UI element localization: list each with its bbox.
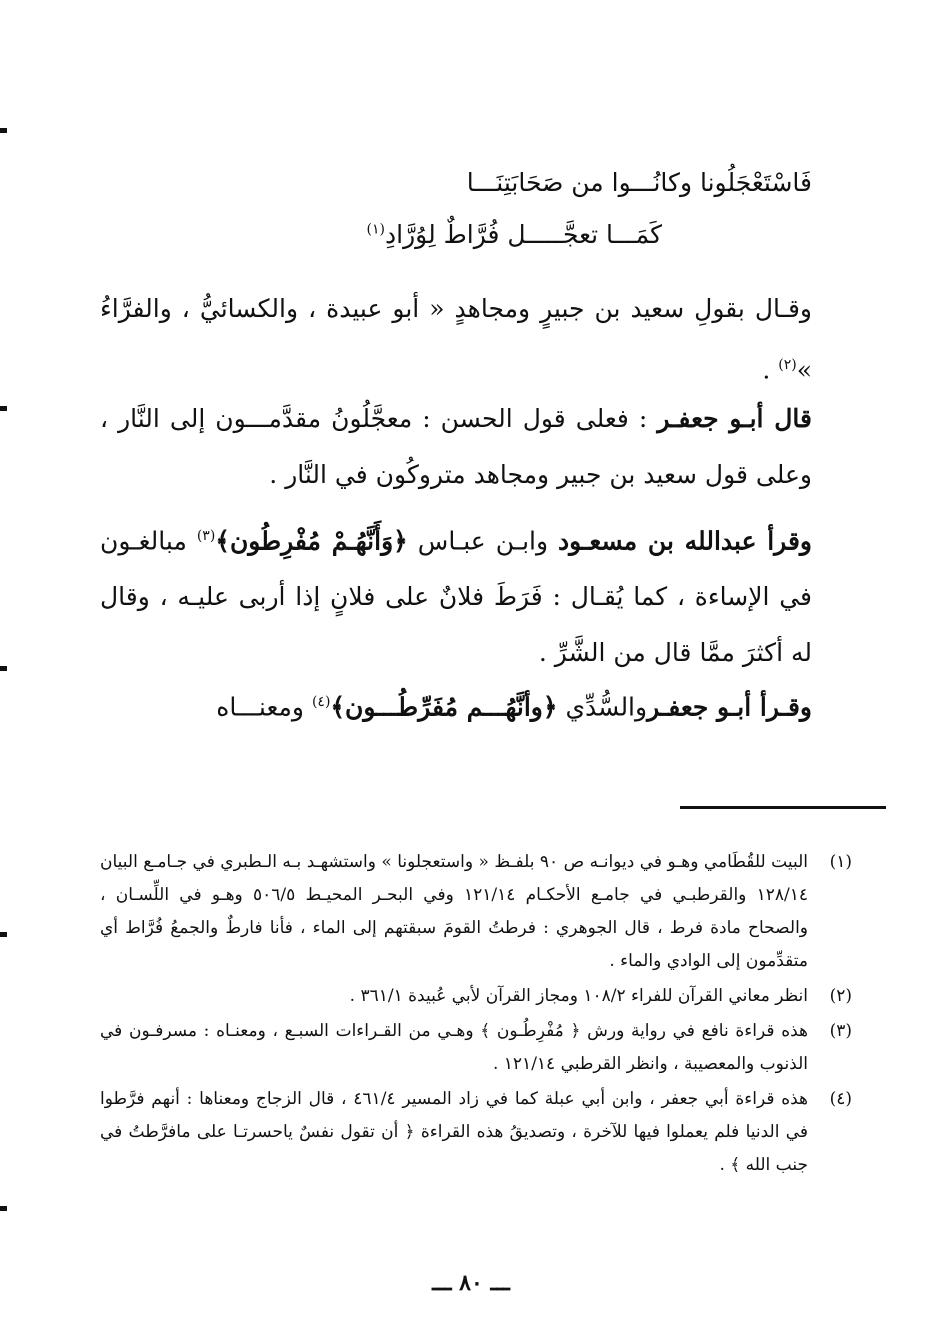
- footnotes: [100, 846, 852, 1184]
- footnote-text: هذه قراءة أبي جعفر ، وابن أبي عبلة كما في زاد المسير ٤٦١/٤ ، قال الزجاج ومعناها : أنهم فرَّطوا في الدنيا فلم يعملوا فيها للآخرة ، وتصديقُ هذه القراءة ﴿ أن تقول نفسٌ ياحسرتـا على مافرَّطتُ في جنب الله ﴾ .: [100, 1089, 809, 1175]
- quran-quote: ﴿وأنَّهُـــم مُفَرِّطُـــون﴾: [330, 692, 558, 722]
- edge-mark: [0, 1206, 7, 1211]
- paragraph-text: وقـال بقولِ سعيد بن جبيرٍ ومجاهدٍ « أبو عبيدة ، والكسائيُّ ، والفرَّاءُ »: [100, 294, 812, 385]
- paragraph-text: وابـن عبـاس: [407, 526, 559, 556]
- poem-line-2: [367, 220, 662, 249]
- paragraph-text: ومعنـــاه: [216, 692, 312, 722]
- footnote: [100, 1015, 852, 1081]
- poem-line-2-text: كَمَـــا تعجَّـــــل فُرَّاطٌ لِوُرَّادِ: [385, 220, 662, 249]
- footnote-number: (١): [829, 852, 852, 872]
- paragraph-text: والسُّدِّي: [557, 692, 648, 722]
- paragraph-1: [100, 281, 812, 398]
- edge-mark: [0, 406, 7, 411]
- footnote-text: البيت للقُطَامي وهـو في ديوانـه ص ٩٠ بلفـظ « واستعجلونا » واستشهـد بـه الـطبري في جـامـع البيان ١٢٨/١٤ والقرطبـي في جامـع الأحكـام ١٢١/١٤ وفي البحـر المحيـط ٥٠٦/٥ وهـو في اللِّسـان ، والصحاح مادة فرط ، قال الجوهري : فرطتُ القومَ سبقتهم إلى الماء ، فأنا فارطٌ والجمعُ فُرَّاط أي متقدِّمون إلى الوادي والماء .: [100, 852, 808, 971]
- footnote-ref: (١): [366, 221, 385, 238]
- footnote-divider: [680, 806, 886, 809]
- paragraph-text: : فعلى قول الحسن : معجَّلُونُ مقدَّمـــون إلى النَّار ، وعلى قول سعيد بن جبير ومجاهد متروكُون في النَّار .: [100, 404, 812, 489]
- footnote: [100, 1083, 852, 1182]
- edge-mark: [0, 666, 7, 671]
- page-number: ـــ ٨٠ ـــ: [432, 1270, 510, 1296]
- footnote-number: (٤): [829, 1089, 852, 1109]
- edge-mark: [0, 932, 7, 937]
- speaker-name: وقرأ عبدالله بن مسعـود: [558, 526, 812, 556]
- footnote-number: (٣): [829, 1021, 852, 1041]
- footnote-number: (٢): [829, 986, 852, 1006]
- footnote-ref: (٣): [196, 528, 216, 544]
- paragraph-text: مبالغـون في الإساءة ، كما يُقـال : فَرَطَ فلانٌ على فلانٍ إذا أربى عليـه ، وقال له أكثرَ ممَّا قال من الشَّرِّ .: [100, 526, 812, 668]
- quran-quote: ﴿وَأَنَّهُـمْ مُفْرِطُون﴾: [215, 526, 408, 556]
- paragraph-end: .: [762, 355, 779, 385]
- footnote-text: هذه قراءة نافع في رواية ورش ﴿ مُفْرِطُـون ﴾ وهـي من القـراءات السبـع ، ومعنـاه : مسرفـون في الذنوب والمعصيبة ، وانظر القرطبي ١٢١/١٤ .: [100, 1021, 808, 1074]
- paragraph-3: [100, 508, 812, 681]
- footnote: [100, 846, 852, 978]
- speaker-name: قال أبـو جعفـر: [657, 404, 812, 433]
- paragraph-2: [100, 391, 812, 503]
- paragraph-4: [100, 674, 812, 735]
- edge-mark: [0, 128, 7, 133]
- footnote-ref: (٢): [778, 357, 797, 373]
- speaker-name: وقـرأ أبـو جعفـر: [647, 692, 812, 722]
- poem-line-1: فَاسْتَعْجَلُونا وكانُـــوا من صَحَابَتِنَـــا: [466, 168, 812, 197]
- footnote-ref: (٤): [311, 694, 331, 710]
- footnote-text: انظر معاني القرآن للفراء ١٠٨/٢ ومجاز القرآن لأبي عُبيدة ٣٦١/١ .: [349, 986, 808, 1006]
- footnote: [100, 980, 852, 1013]
